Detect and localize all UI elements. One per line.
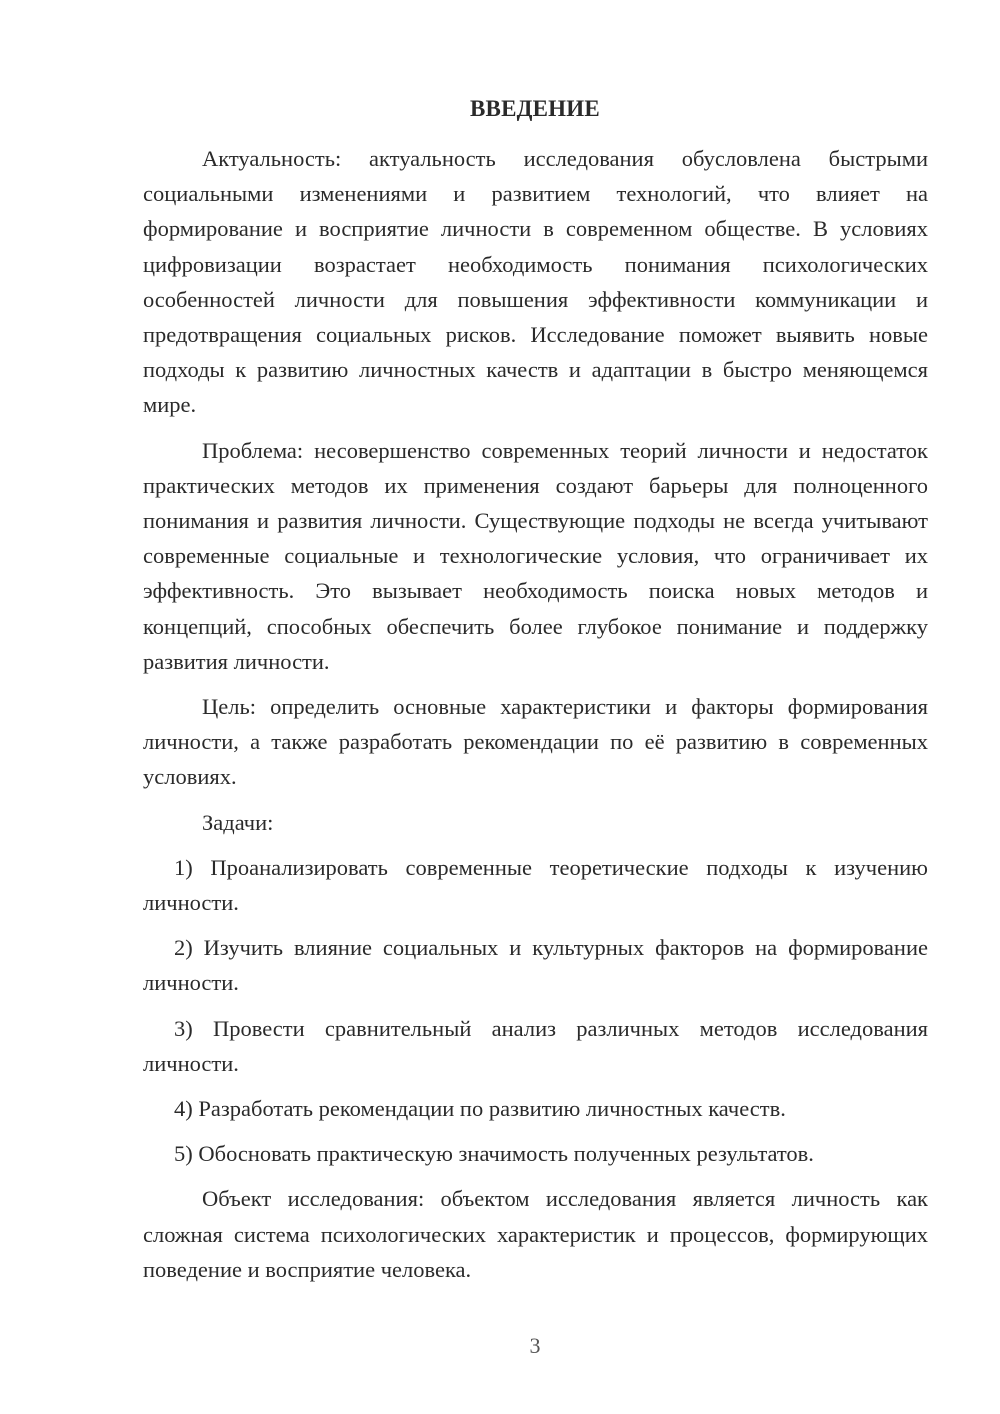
tasks-heading: Задачи: — [202, 809, 274, 835]
paragraph-relevance: Актуальность: актуальность исследования обусловлена быстрыми социальными изменениями и развитием технологий, что влияет на формирование и восприятие личности в современном обществе. В условиях цифровизации возрастает необходимость понимания психологических особенностей личности для повышения эффективности коммуникации и предотвращения социальных рисков. Исследование поможет выявить новые подходы к развитию личностных качеств и адаптации в быстро меняющемся мире. — [143, 146, 928, 418]
task-item-2: 2) Изучить влияние социальных и культурных факторов на формирование личности. — [143, 935, 928, 996]
page-title: ВВЕДЕНИЕ — [470, 96, 600, 121]
page-number: 3 — [529, 1333, 541, 1358]
task-item-5: 5) Обосновать практическую значимость полученных результатов. — [174, 1141, 814, 1167]
paragraph-goal: Цель: определить основные характеристики и факторы формирования личности, а также разработать рекомендации по её развитию в современных условиях. — [143, 694, 928, 790]
task-item-1: 1) Проанализировать современные теоретические подходы к изучению личности. — [143, 854, 928, 916]
paragraph-object: Объект исследования: объектом исследования является личность как сложная система психологических характеристик и процессов, формирующих поведение и восприятие человека. — [143, 1186, 928, 1282]
paragraph-problem: Проблема: несовершенство современных теорий личности и недостаток практических методов их применения создают барьеры для полноценного понимания и развития личности. Существующие подходы не всегда учитывают современные социальные и технологические условия, что ограничивает их эффективность. Это вызывает необходимость поиска новых методов и концепций, способных обеспечить более глубокое понимание и поддержку развития личности. — [143, 437, 928, 674]
task-item-3: 3) Провести сравнительный анализ различных методов исследования личности. — [143, 1015, 928, 1076]
task-item-4: 4) Разработать рекомендации по развитию личностных качеств. — [174, 1096, 786, 1122]
document-body — [143, 141, 928, 1287]
